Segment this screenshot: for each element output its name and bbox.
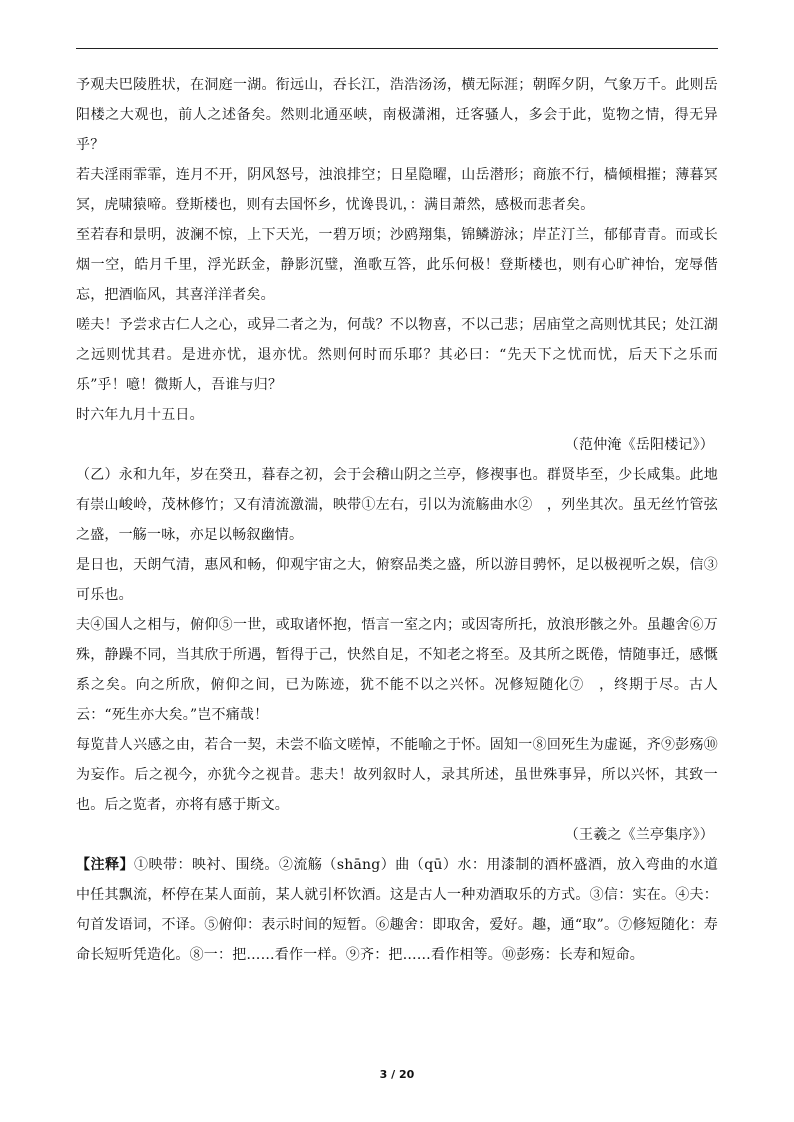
notes-label: 【注释】 xyxy=(76,857,134,873)
yi-paragraph-1: （乙）永和九年，岁在癸丑，暮春之初，会于会稽山阴之兰亭，修禊事也。群贤毕至，少长咸集。此地有崇山峻岭，茂林修竹；又有清流激湍，映带①左右，引以为流觞曲水② ，列坐其次。虽无丝竹管弦之盛，一觞一咏，亦足以畅叙幽情。 xyxy=(76,467,718,543)
notes-text: ①映带：映衬、围绕。②流觞（shāng）曲（qū）水：用漆制的酒杯盛酒，放入弯曲的水道中任其飘流，杯停在某人面前，某人就引杯饮酒。这是古人一种劝酒取乐的方式。③信：实在。④夫：句首发语词，不译。⑤俯仰：表示时间的短暂。⑥趣舍：即取舍，爱好。趣，通“取”。⑦修短随化：寿命长短听凭造化。⑧一：把……看作一样。⑨齐：把……看作相等。⑩彭殇：长寿和短命。 xyxy=(76,857,718,963)
jia-paragraph-1: 予观夫巴陵胜状，在洞庭一湖。衔远山，吞长江，浩浩汤汤，横无际涯；朝晖夕阴，气象万千。此则岳阳楼之大观也，前人之述备矣。然则北通巫峡，南极潇湘，迁客骚人，多会于此，览物之情，得无异乎？ xyxy=(76,77,718,153)
document-body xyxy=(76,70,718,970)
jia-paragraph-2: 若夫淫雨霏霏，连月不开，阴风怒号，浊浪排空；日星隐曜，山岳潜形；商旅不行，樯倾楫摧；薄暮冥冥，虎啸猿啼。登斯楼也，则有去国怀乡，忧谗畏讥，：满目萧然，感极而悲者矣。 xyxy=(76,167,718,213)
yi-source: （王羲之《兰亭集序》） xyxy=(564,827,714,843)
jia-source: （范仲淹《岳阳楼记》） xyxy=(564,437,714,453)
yi-paragraph-3: 夫④国人之相与，俯仰⑤一世，或取诸怀抱，悟言一室之内；或因寄所托，放浪形骸之外。虽趣舍⑥万殊，静躁不同，当其欣于所遇，暂得于己，快然自足，不知老之将至。及其所之既倦，情随事迁，感慨系之矣。向之所欣，俯仰之间，已为陈迹，犹不能不以之兴怀。况修短随化⑦ ，终期于尽。古人云：“死生亦大矣。”岂不痛哉！ xyxy=(76,617,718,723)
notes xyxy=(76,850,718,970)
page-number: 3 / 20 xyxy=(379,1068,415,1081)
jia-paragraph-3: 至若春和景明，波澜不惊，上下天光，一碧万顷；沙鸥翔集，锦鳞游泳；岸芷汀兰，郁郁青青。而或长烟一空，皓月千里，浮光跃金，静影沉璧，渔歌互答，此乐何极！登斯楼也，则有心旷神怡，宠辱偕忘，把酒临风，其喜洋洋者矣。 xyxy=(76,227,718,303)
yi-paragraph-2: 是日也，天朗气清，惠风和畅，仰观宇宙之大，俯察品类之盛，所以游目骋怀，足以极视听之娱，信③可乐也。 xyxy=(76,557,718,603)
yi-paragraph-4: 每览昔人兴感之由，若合一契，未尝不临文嗟悼，不能喻之于怀。固知一⑧回死生为虚诞，齐⑨彭殇⑩为妄作。后之视今，亦犹今之视昔。悲夫！故列叙时人，录其所述，虽世殊事异，所以兴怀，其致一也。后之览者，亦将有感于斯文。 xyxy=(76,737,718,813)
jia-paragraph-4: 嗟夫！予尝求古仁人之心，或异二者之为，何哉？不以物喜，不以己悲；居庙堂之高则忧其民；处江湖之远则忧其君。是进亦忧，退亦忧。然则何时而乐耶？其必曰：“先天下之忧而忧，后天下之乐而乐”乎！噫！微斯人，吾谁与归？ xyxy=(76,317,718,393)
jia-paragraph-5: 时六年九月十五日。 xyxy=(76,407,204,423)
header-rule xyxy=(76,48,718,49)
